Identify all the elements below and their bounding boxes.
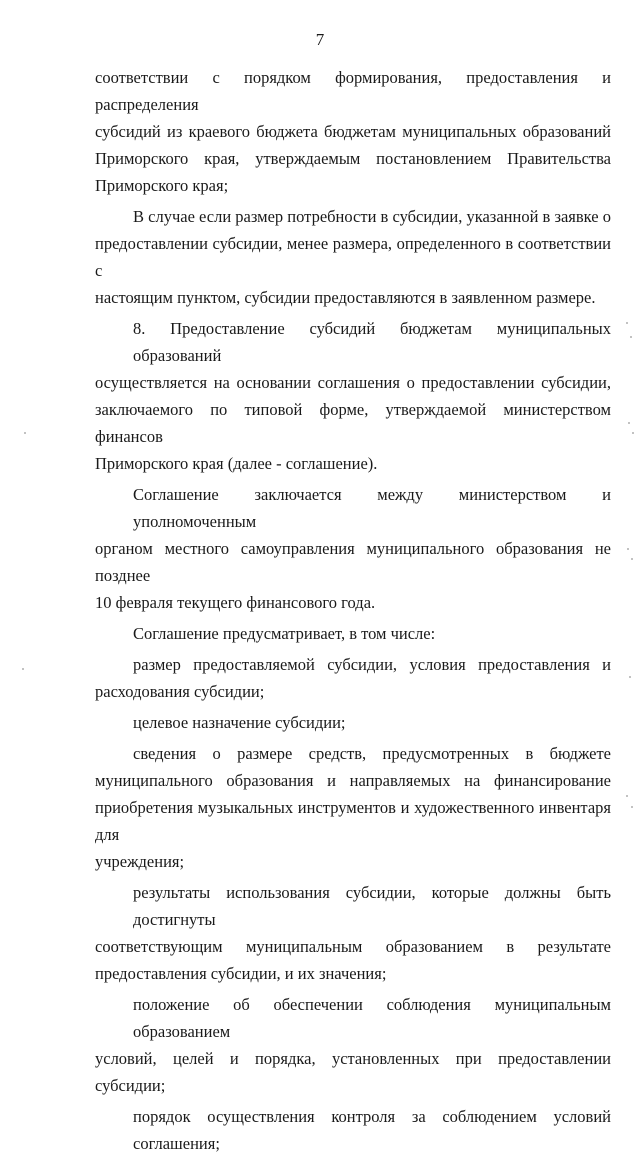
- paragraph: [95, 740, 611, 875]
- scan-speck: [627, 548, 629, 550]
- text-line: учреждения;: [95, 852, 185, 871]
- text-line: порядок осуществления контроля за соблюдением условий соглашения;: [133, 1107, 611, 1153]
- text-line: предоставления субсидии, и их значения;: [95, 964, 387, 983]
- paragraph: [95, 203, 611, 311]
- text-line: Приморского края (далее - соглашение).: [95, 454, 378, 473]
- text-line: предоставлении субсидии, менее размера, определенного в соответствии с: [95, 234, 611, 280]
- text-line: размер предоставляемой субсидии, условия предоставления и: [133, 655, 611, 674]
- text-line: Приморского края, утверждаемым постановлением Правительства: [95, 149, 611, 168]
- text-line: соответствии с порядком формирования, предоставления и распределения: [95, 68, 611, 114]
- text-line: условий, целей и порядка, установленных при предоставлении субсидии;: [95, 1049, 611, 1095]
- text-line: органом местного самоуправления муниципального образования не позднее: [95, 539, 611, 585]
- paragraph: [95, 64, 611, 199]
- text-line: осуществляется на основании соглашения о предоставлении субсидии,: [95, 373, 611, 392]
- text-line: 8. Предоставление субсидий бюджетам муниципальных образований: [133, 319, 611, 365]
- text-line: настоящим пунктом, субсидии предоставляются в заявленном размере.: [95, 288, 596, 307]
- scan-speck: [22, 668, 24, 670]
- text-line: 10 февраля текущего финансового года.: [95, 593, 376, 612]
- paragraph: [95, 315, 611, 477]
- text-line: приобретения музыкальных инструментов и художественного инвентаря для: [95, 798, 611, 844]
- scan-speck: [631, 558, 633, 560]
- paragraph: [95, 620, 611, 647]
- text-line: расходования субсидии;: [95, 682, 265, 701]
- paragraph: [95, 709, 611, 736]
- scan-speck: [630, 336, 632, 338]
- scan-speck: [626, 795, 628, 797]
- scan-speck: [24, 432, 26, 434]
- text-line: результаты использования субсидии, которые должны быть достигнуты: [133, 883, 611, 929]
- text-line: соответствующим муниципальным образованием в результате: [95, 937, 611, 956]
- paragraph: [95, 481, 611, 616]
- page-number: 7: [315, 30, 325, 49]
- document-body: [95, 64, 611, 1161]
- paragraph: [95, 651, 611, 705]
- scan-speck: [629, 676, 631, 678]
- text-line: целевое назначение субсидии;: [133, 713, 346, 732]
- text-line: положение об обеспечении соблюдения муниципальным образованием: [133, 995, 611, 1041]
- paragraph: [95, 991, 611, 1099]
- paragraph: [95, 1103, 611, 1157]
- text-line: Соглашение заключается между министерством и уполномоченным: [133, 485, 611, 531]
- scan-speck: [626, 322, 628, 324]
- text-line: Соглашение предусматривает, в том числе:: [133, 624, 436, 643]
- scan-speck: [631, 806, 633, 808]
- text-line: В случае если размер потребности в субсидии, указанной в заявке о: [133, 207, 611, 226]
- scan-speck: [632, 432, 634, 434]
- text-line: муниципального образования и направляемых на финансирование: [95, 771, 611, 790]
- paragraph: [95, 879, 611, 987]
- text-line: Приморского края;: [95, 176, 229, 195]
- text-line: сведения о размере средств, предусмотренных в бюджете: [133, 744, 611, 763]
- scan-speck: [628, 422, 630, 424]
- text-line: заключаемого по типовой форме, утверждаемой министерством финансов: [95, 400, 611, 446]
- text-line: субсидий из краевого бюджета бюджетам муниципальных образований: [95, 122, 611, 141]
